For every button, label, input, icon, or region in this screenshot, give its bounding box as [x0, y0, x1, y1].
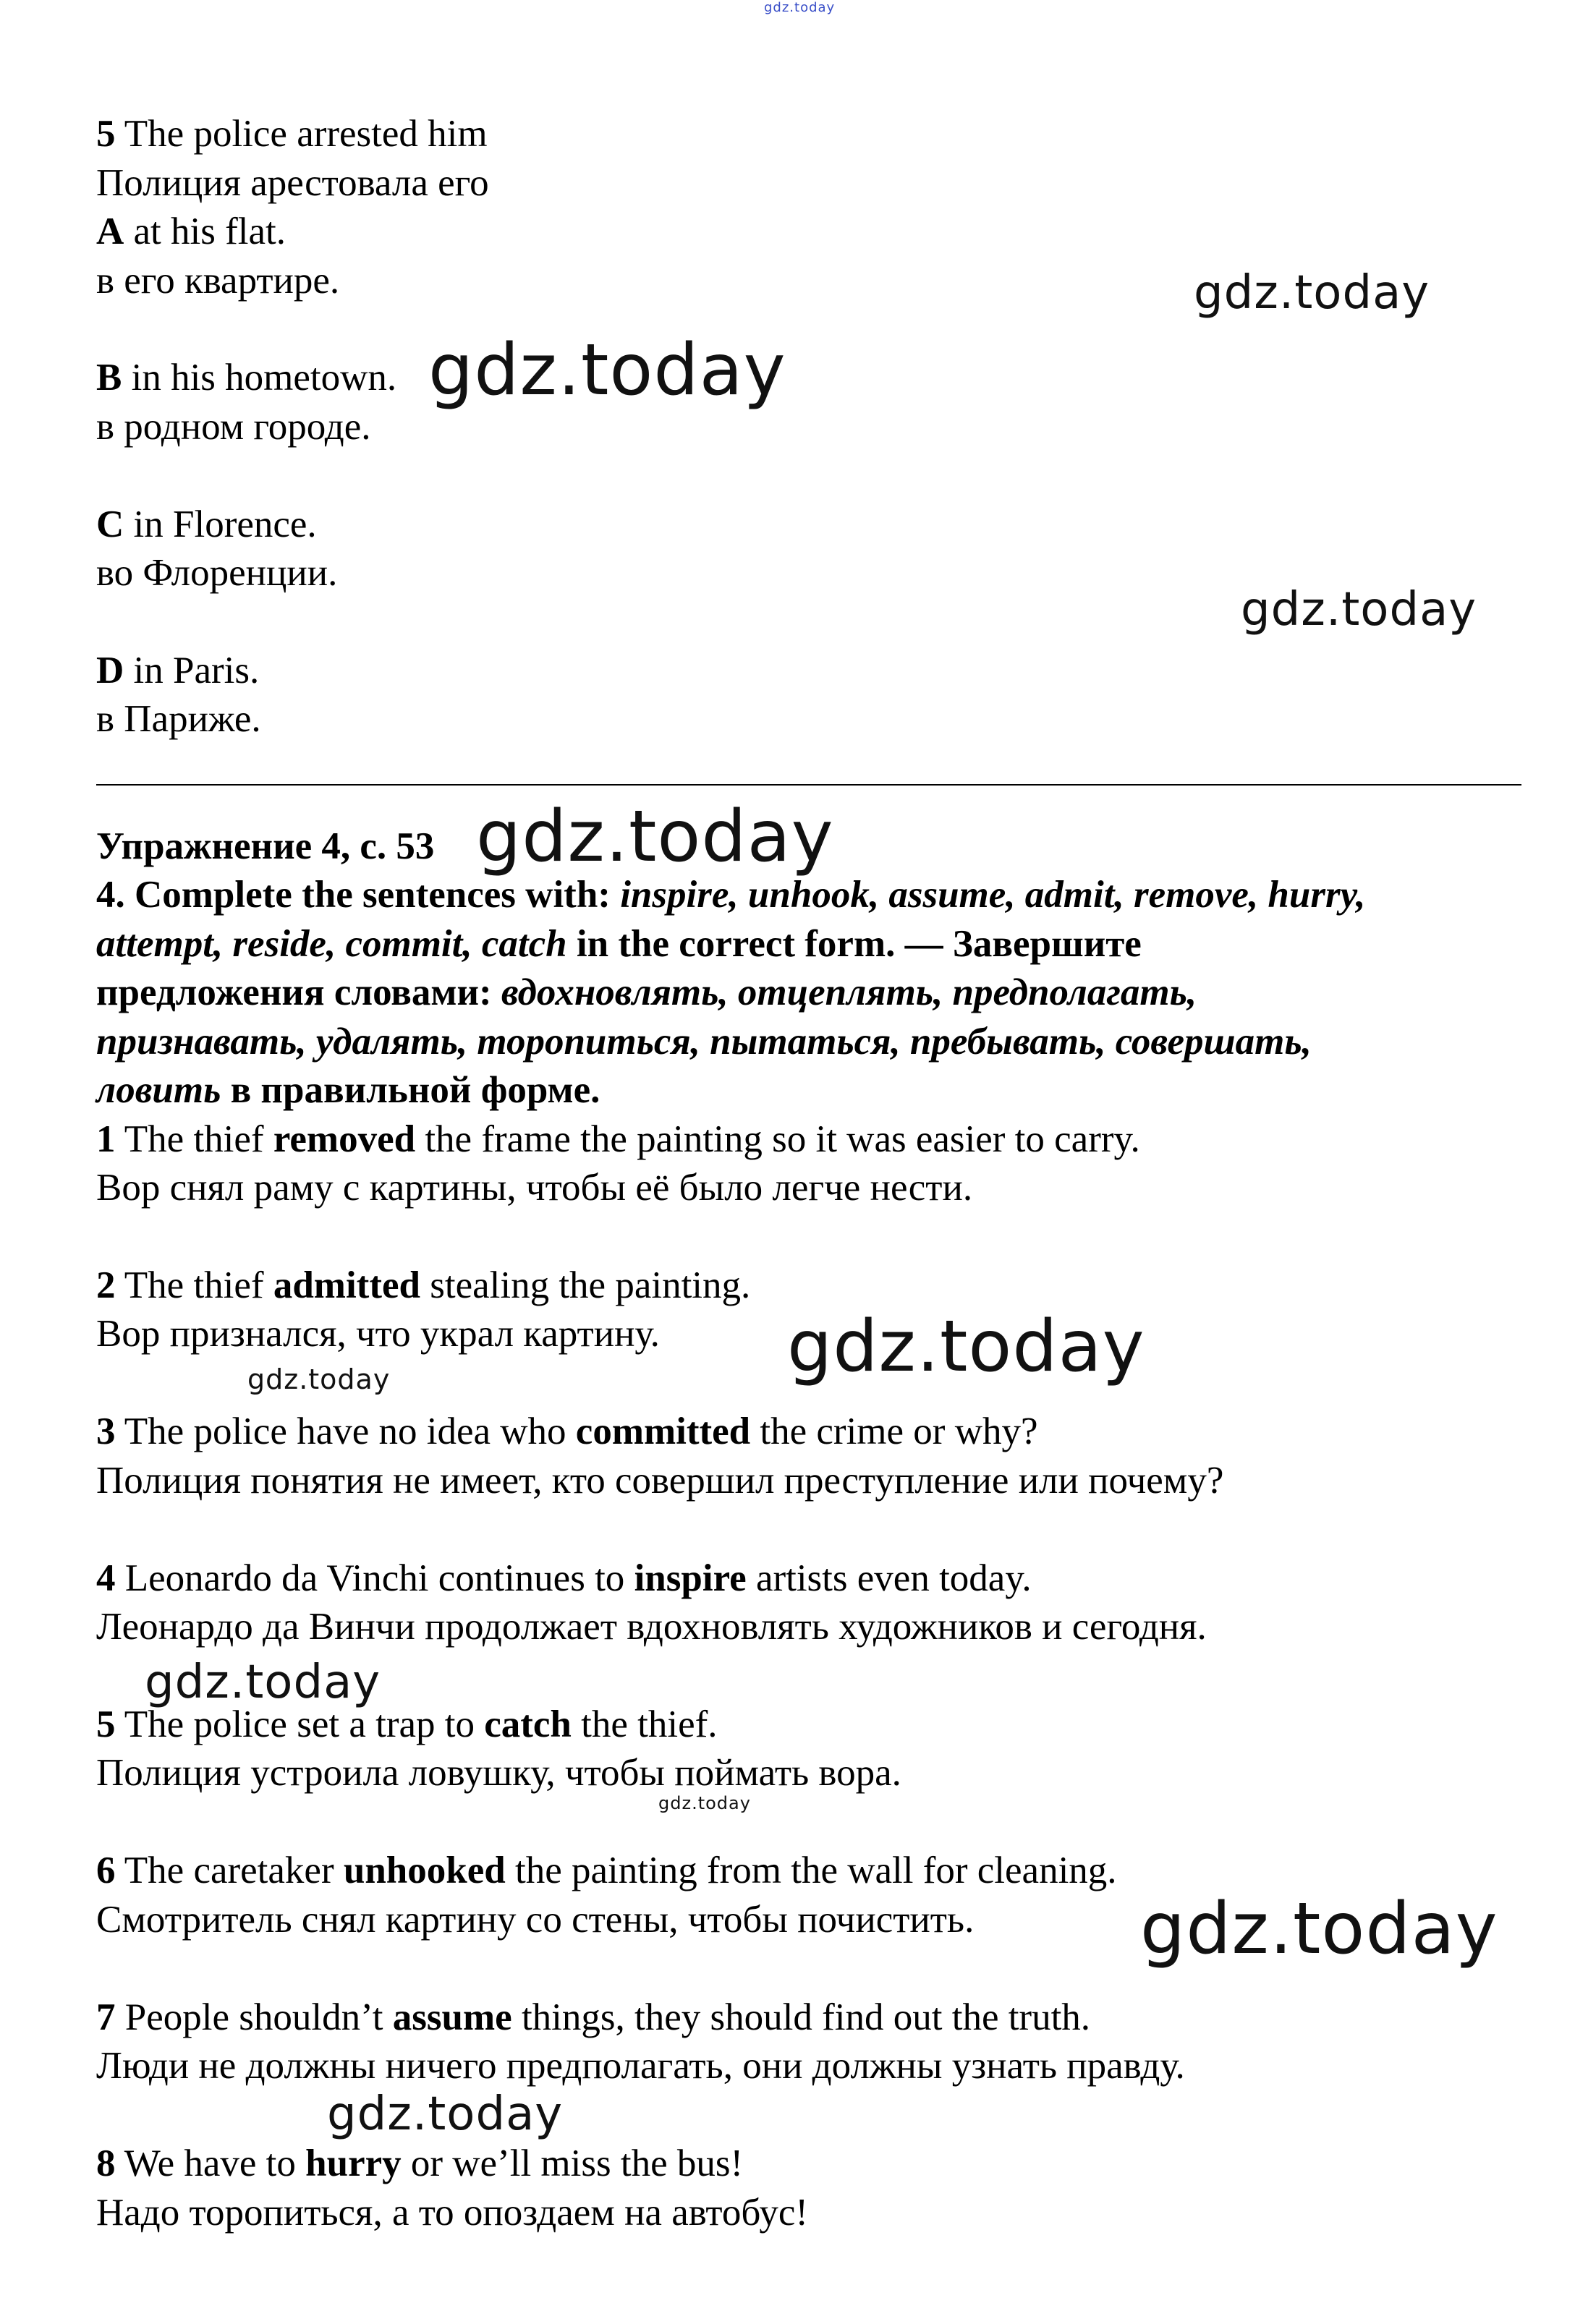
sentence-3-en: 3 The police have no idea who committed the crime or why? [96, 1410, 1038, 1452]
sentence-5-en: 5 The police set a trap to catch the thief. [96, 1703, 718, 1745]
watermark: gdz.today [247, 1363, 391, 1395]
watermark: gdz.today [1194, 266, 1430, 320]
sentence-6-en: 6 The caretaker unhooked the painting from the wall for cleaning. [96, 1850, 1117, 1891]
sentence-8-ru: Надо торопиться, а то опоздаем на автобус! [96, 2192, 809, 2234]
task-line-4: признавать, удалять, торопиться, пытаться, пребывать, совершать, [96, 1021, 1312, 1063]
option-a-ru: в его квартире. [96, 260, 340, 302]
sentence-1-ru: Вор снял раму с картины, чтобы её было легче нести. [96, 1167, 973, 1209]
section-divider [96, 784, 1521, 786]
sentence-1-en: 1 The thief removed the frame the painting so it was easier to carry. [96, 1118, 1140, 1160]
sentence-3-ru: Полиция понятия не имеет, кто совершил преступление или почему? [96, 1460, 1224, 1502]
sentence-5-ru: Полиция устроила ловушку, чтобы поймать вора. [96, 1752, 901, 1794]
sentence-7-ru: Люди не должны ничего предполагать, они должны узнать правду. [96, 2045, 1185, 2087]
prev-question-en: 5 The police arrested him [96, 113, 488, 155]
option-b-en: B in his hometown. [96, 357, 397, 399]
sentence-2-en: 2 The thief admitted stealing the painting. [96, 1264, 751, 1306]
task-line-3: предложения словами: вдохновлять, отцеплять, предполагать, [96, 971, 1197, 1013]
option-c-en: C in Florence. [96, 503, 317, 545]
sentence-4-ru: Леонардо да Винчи продолжает вдохновлять художников и сегодня. [96, 1606, 1207, 1648]
option-b-ru: в родном городе. [96, 406, 371, 448]
sentence-8-en: 8 We have to hurry or we’ll miss the bus! [96, 2142, 744, 2184]
watermark: gdz.today [787, 1306, 1145, 1388]
option-d-ru: в Париже. [96, 698, 261, 740]
watermark: gdz.today [658, 1793, 751, 1813]
watermark: gdz.today [145, 1656, 381, 1709]
watermark: gdz.today [1241, 583, 1477, 637]
sentence-2-ru: Вор признался, что украл картину. [96, 1313, 660, 1355]
option-d-en: D in Paris. [96, 650, 260, 691]
prev-question-ru: Полиция арестовала его [96, 162, 489, 204]
sentence-7-en: 7 People shouldn’t assume things, they should find out the truth. [96, 1996, 1091, 2038]
sentence-6-ru: Смотритель снял картину со стены, чтобы почистить. [96, 1899, 975, 1941]
option-c-ru: во Флоренции. [96, 552, 338, 594]
task-line-2: attempt, reside, commit, catch in the correct form. — Завершите [96, 923, 1142, 965]
task-line-1: 4. Complete the sentences with: inspire, unhook, assume, admit, remove, hurry, [96, 874, 1366, 916]
watermark: gdz.today [476, 796, 834, 878]
task-line-5: ловить в правильной форме. [96, 1069, 600, 1111]
option-a-en: A at his flat. [96, 210, 286, 252]
exercise-heading: Упражнение 4, с. 53 [96, 825, 435, 867]
watermark-top: gdz.today [764, 0, 836, 15]
watermark: gdz.today [1140, 1888, 1498, 1970]
sentence-4-en: 4 Leonardo da Vinchi continues to inspire artists even today. [96, 1557, 1032, 1599]
watermark: gdz.today [327, 2087, 564, 2141]
watermark: gdz.today [428, 329, 786, 412]
